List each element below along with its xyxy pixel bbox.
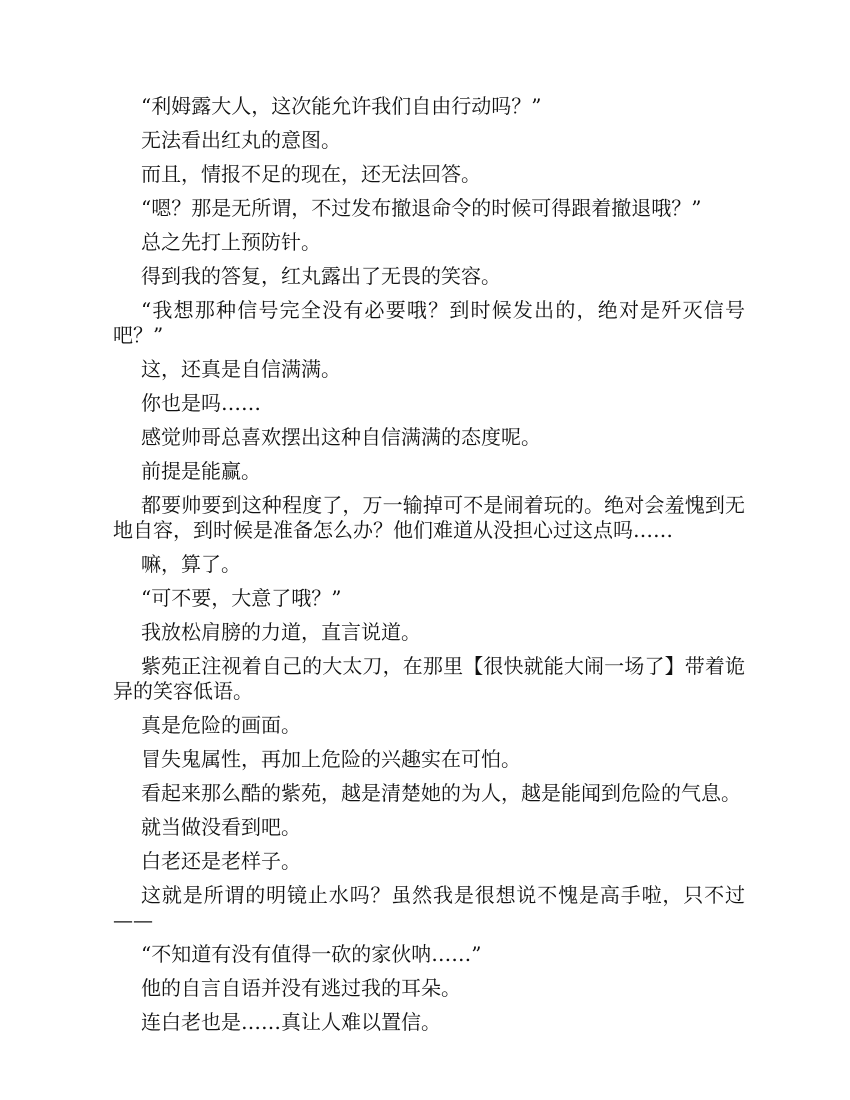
paragraph: 真是危险的画面。 xyxy=(141,713,301,737)
paragraph: 白老还是老样子。 xyxy=(141,849,301,873)
paragraph: 嘛，算了。 xyxy=(141,552,241,576)
paragraph: 这，还真是自信满满。 xyxy=(141,357,341,381)
paragraph: 这就是所谓的明镜止水吗？虽然我是很想说不愧是高手啦，只不过—— xyxy=(113,883,745,932)
paragraph: 看起来那么酷的紫苑，越是清楚她的为人，越是能闻到危险的气息。 xyxy=(141,781,741,805)
paragraph: 他的自言自语并没有逃过我的耳朵。 xyxy=(141,976,461,1000)
paragraph: 无法看出红丸的意图。 xyxy=(141,128,341,152)
paragraph: “可不要，大意了哦？” xyxy=(141,586,342,610)
document-body xyxy=(113,94,745,1044)
paragraph: 我放松肩膀的力道，直言说道。 xyxy=(141,620,421,644)
paragraph: “利姆露大人，这次能允许我们自由行动吗？” xyxy=(141,94,542,118)
paragraph: 总之先打上预防针。 xyxy=(141,230,321,254)
paragraph: 你也是吗…… xyxy=(141,391,261,415)
paragraph: 得到我的答复，红丸露出了无畏的笑容。 xyxy=(141,264,501,288)
paragraph: “我想那种信号完全没有必要哦？到时候发出的，绝对是歼灭信号吧？” xyxy=(113,298,745,347)
paragraph: 前提是能赢。 xyxy=(141,459,261,483)
paragraph: “不知道有没有值得一砍的家伙呐……” xyxy=(141,942,482,966)
paragraph: 紫苑正注视着自己的大太刀，在那里【很快就能大闹一场了】带着诡异的笑容低语。 xyxy=(113,654,745,703)
paragraph: 都要帅要到这种程度了，万一输掉可不是闹着玩的。绝对会羞愧到无地自容，到时候是准备怎么办？他们难道从没担心过这点吗…… xyxy=(113,493,745,542)
paragraph: 而且，情报不足的现在，还无法回答。 xyxy=(141,162,481,186)
paragraph: 冒失鬼属性，再加上危险的兴趣实在可怕。 xyxy=(141,747,521,771)
paragraph: “嗯？那是无所谓，不过发布撤退命令的时候可得跟着撤退哦？” xyxy=(141,196,702,220)
paragraph: 感觉帅哥总喜欢摆出这种自信满满的态度呢。 xyxy=(141,425,541,449)
paragraph: 就当做没看到吧。 xyxy=(141,815,301,839)
paragraph: 连白老也是……真让人难以置信。 xyxy=(141,1010,441,1034)
